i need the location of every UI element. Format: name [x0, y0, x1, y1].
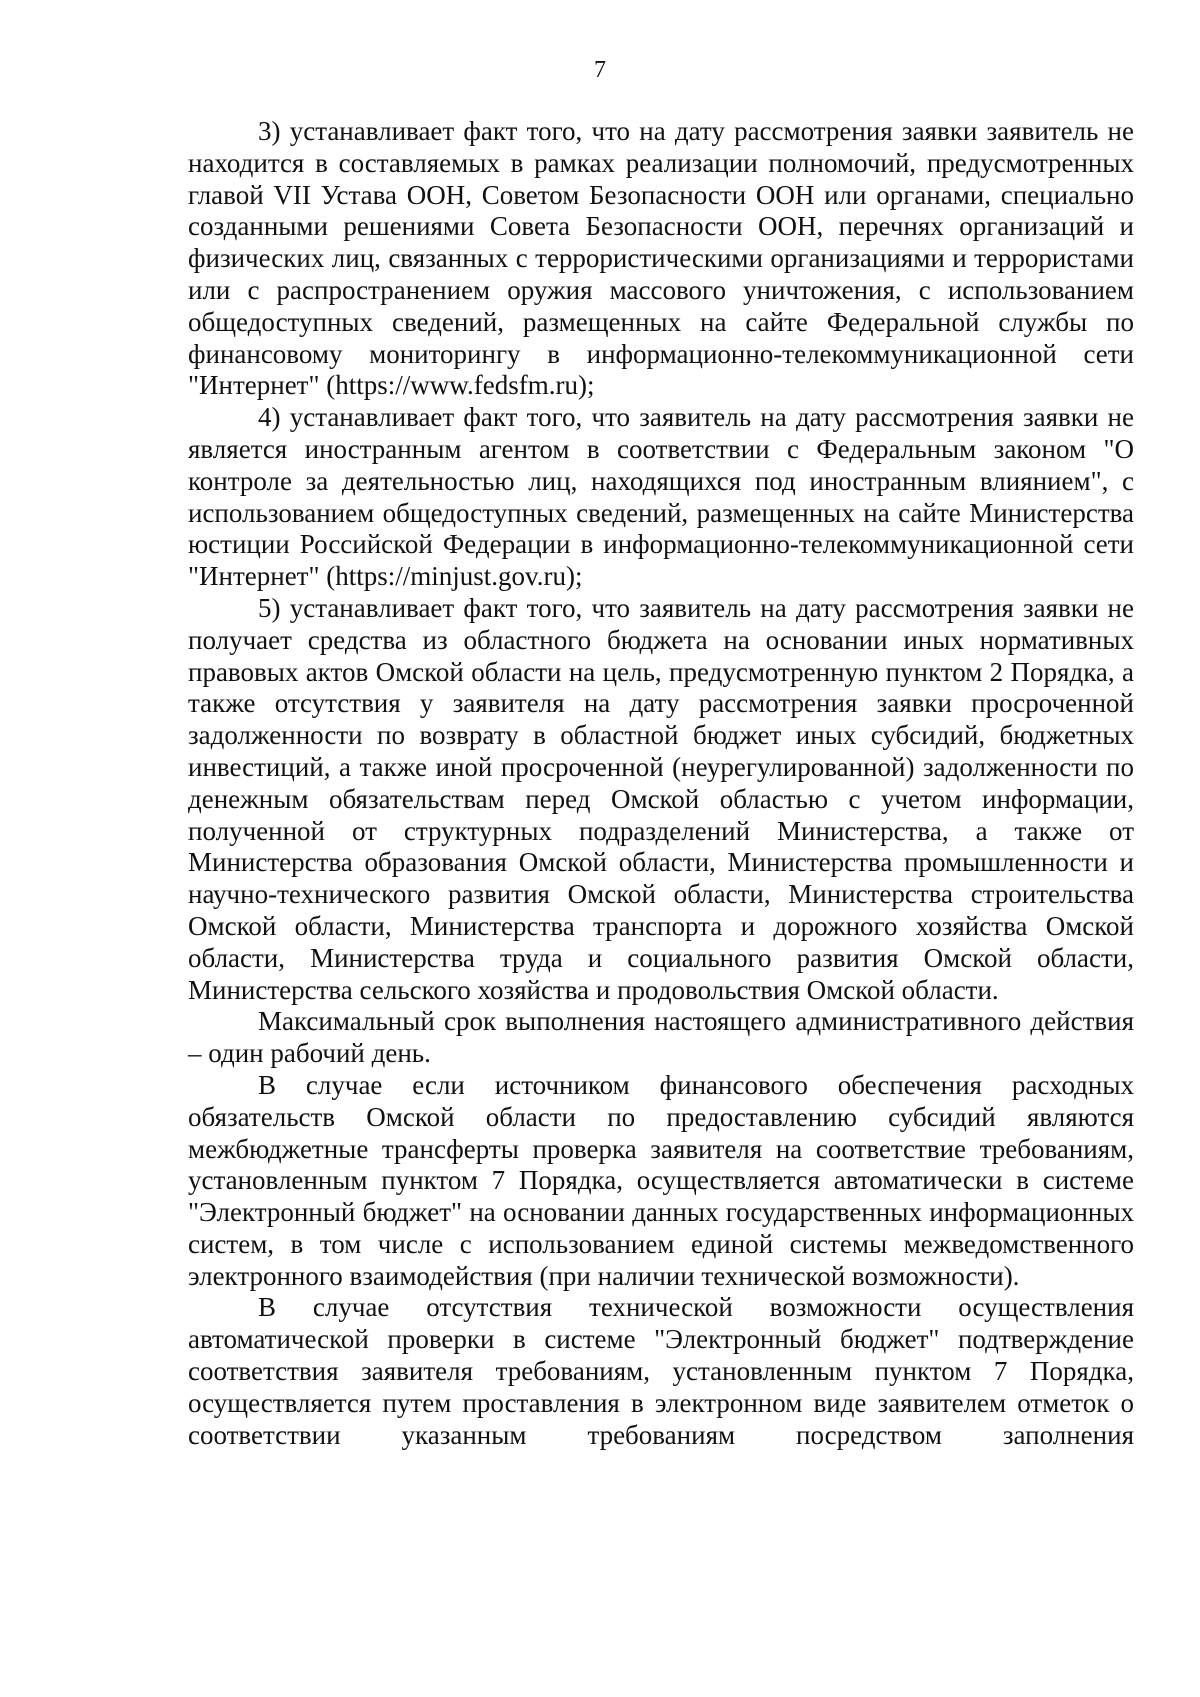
document-body — [188, 116, 1134, 1451]
page-number: 7 — [594, 57, 606, 83]
paragraph-item-3: 3) устанавливает факт того, что на дату рассмотрения заявки заявитель не находится в составляемых в рамках реализации полномочий, предусмотренных главой VII Устава ООН, Советом Безопасности ООН или органами, специально созданными решениями Совета Безопасности ООН, перечнях организаций и физических лиц, связанных с террористическими организациями и террористами или с распространением оружия массового уничтожения, с использованием общедоступных сведений, размещенных на сайте Федеральной службы по финансовому мониторингу в информационно-телекоммуникационной сети "Интернет" (https://www.fedsfm.ru); — [188, 116, 1134, 401]
paragraph-max-term: Максимальный срок выполнения настоящего административного действия – один рабочий день. — [188, 1006, 1134, 1069]
paragraph-item-5: 5) устанавливает факт того, что заявитель на дату рассмотрения заявки не получает средства из областного бюджета на основании иных нормативных правовых актов Омской области на цель, предусмотренную пунктом 2 Порядка, а также отсутствия у заявителя на дату рассмотрения заявки просроченной задолженности по возврату в областной бюджет иных субсидий, бюджетных инвестиций, а также иной просроченной (неурегулированной) задолженности по денежным обязательствам перед Омской областью с учетом информации, полученной от структурных подразделений Министерства, а также от Министерства образования Омской области, Министерства промышленности и научно-технического развития Омской области, Министерства строительства Омской области, Министерства транспорта и дорожного хозяйства Омской области, Министерства труда и социального развития Омской области, Министерства сельского хозяйства и продовольствия Омской области. — [188, 592, 1134, 1005]
paragraph-interbudget-transfers: В случае если источником финансового обеспечения расходных обязательств Омской области по предоставлению субсидий являются межбюджетные трансферты проверка заявителя на соответствие требованиям, установленным пунктом 7 Порядка, осуществляется автоматически в системе "Электронный бюджет" на основании данных государственных информационных систем, в том числе с использованием единой системы межведомственного электронного взаимодействия (при наличии технической возможности). — [188, 1069, 1134, 1291]
paragraph-item-4: 4) устанавливает факт того, что заявитель на дату рассмотрения заявки не является иностранным агентом в соответствии с Федеральным законом "О контроле за деятельностью лиц, находящихся под иностранным влиянием", с использованием общедоступных сведений, размещенных на сайте Министерства юстиции Российской Федерации в информационно-телекоммуникационной сети "Интернет" (https://minjust.gov.ru); — [188, 402, 1134, 592]
paragraph-no-technical-possibility: В случае отсутствия технической возможности осуществления автоматической проверки в системе "Электронный бюджет" подтверждение соответствия заявителя требованиям, установленным пунктом 7 Порядка, осуществляется путем проставления в электронном виде заявителем отметок о соответствии указанным требованиям посредством заполнения — [188, 1292, 1134, 1450]
